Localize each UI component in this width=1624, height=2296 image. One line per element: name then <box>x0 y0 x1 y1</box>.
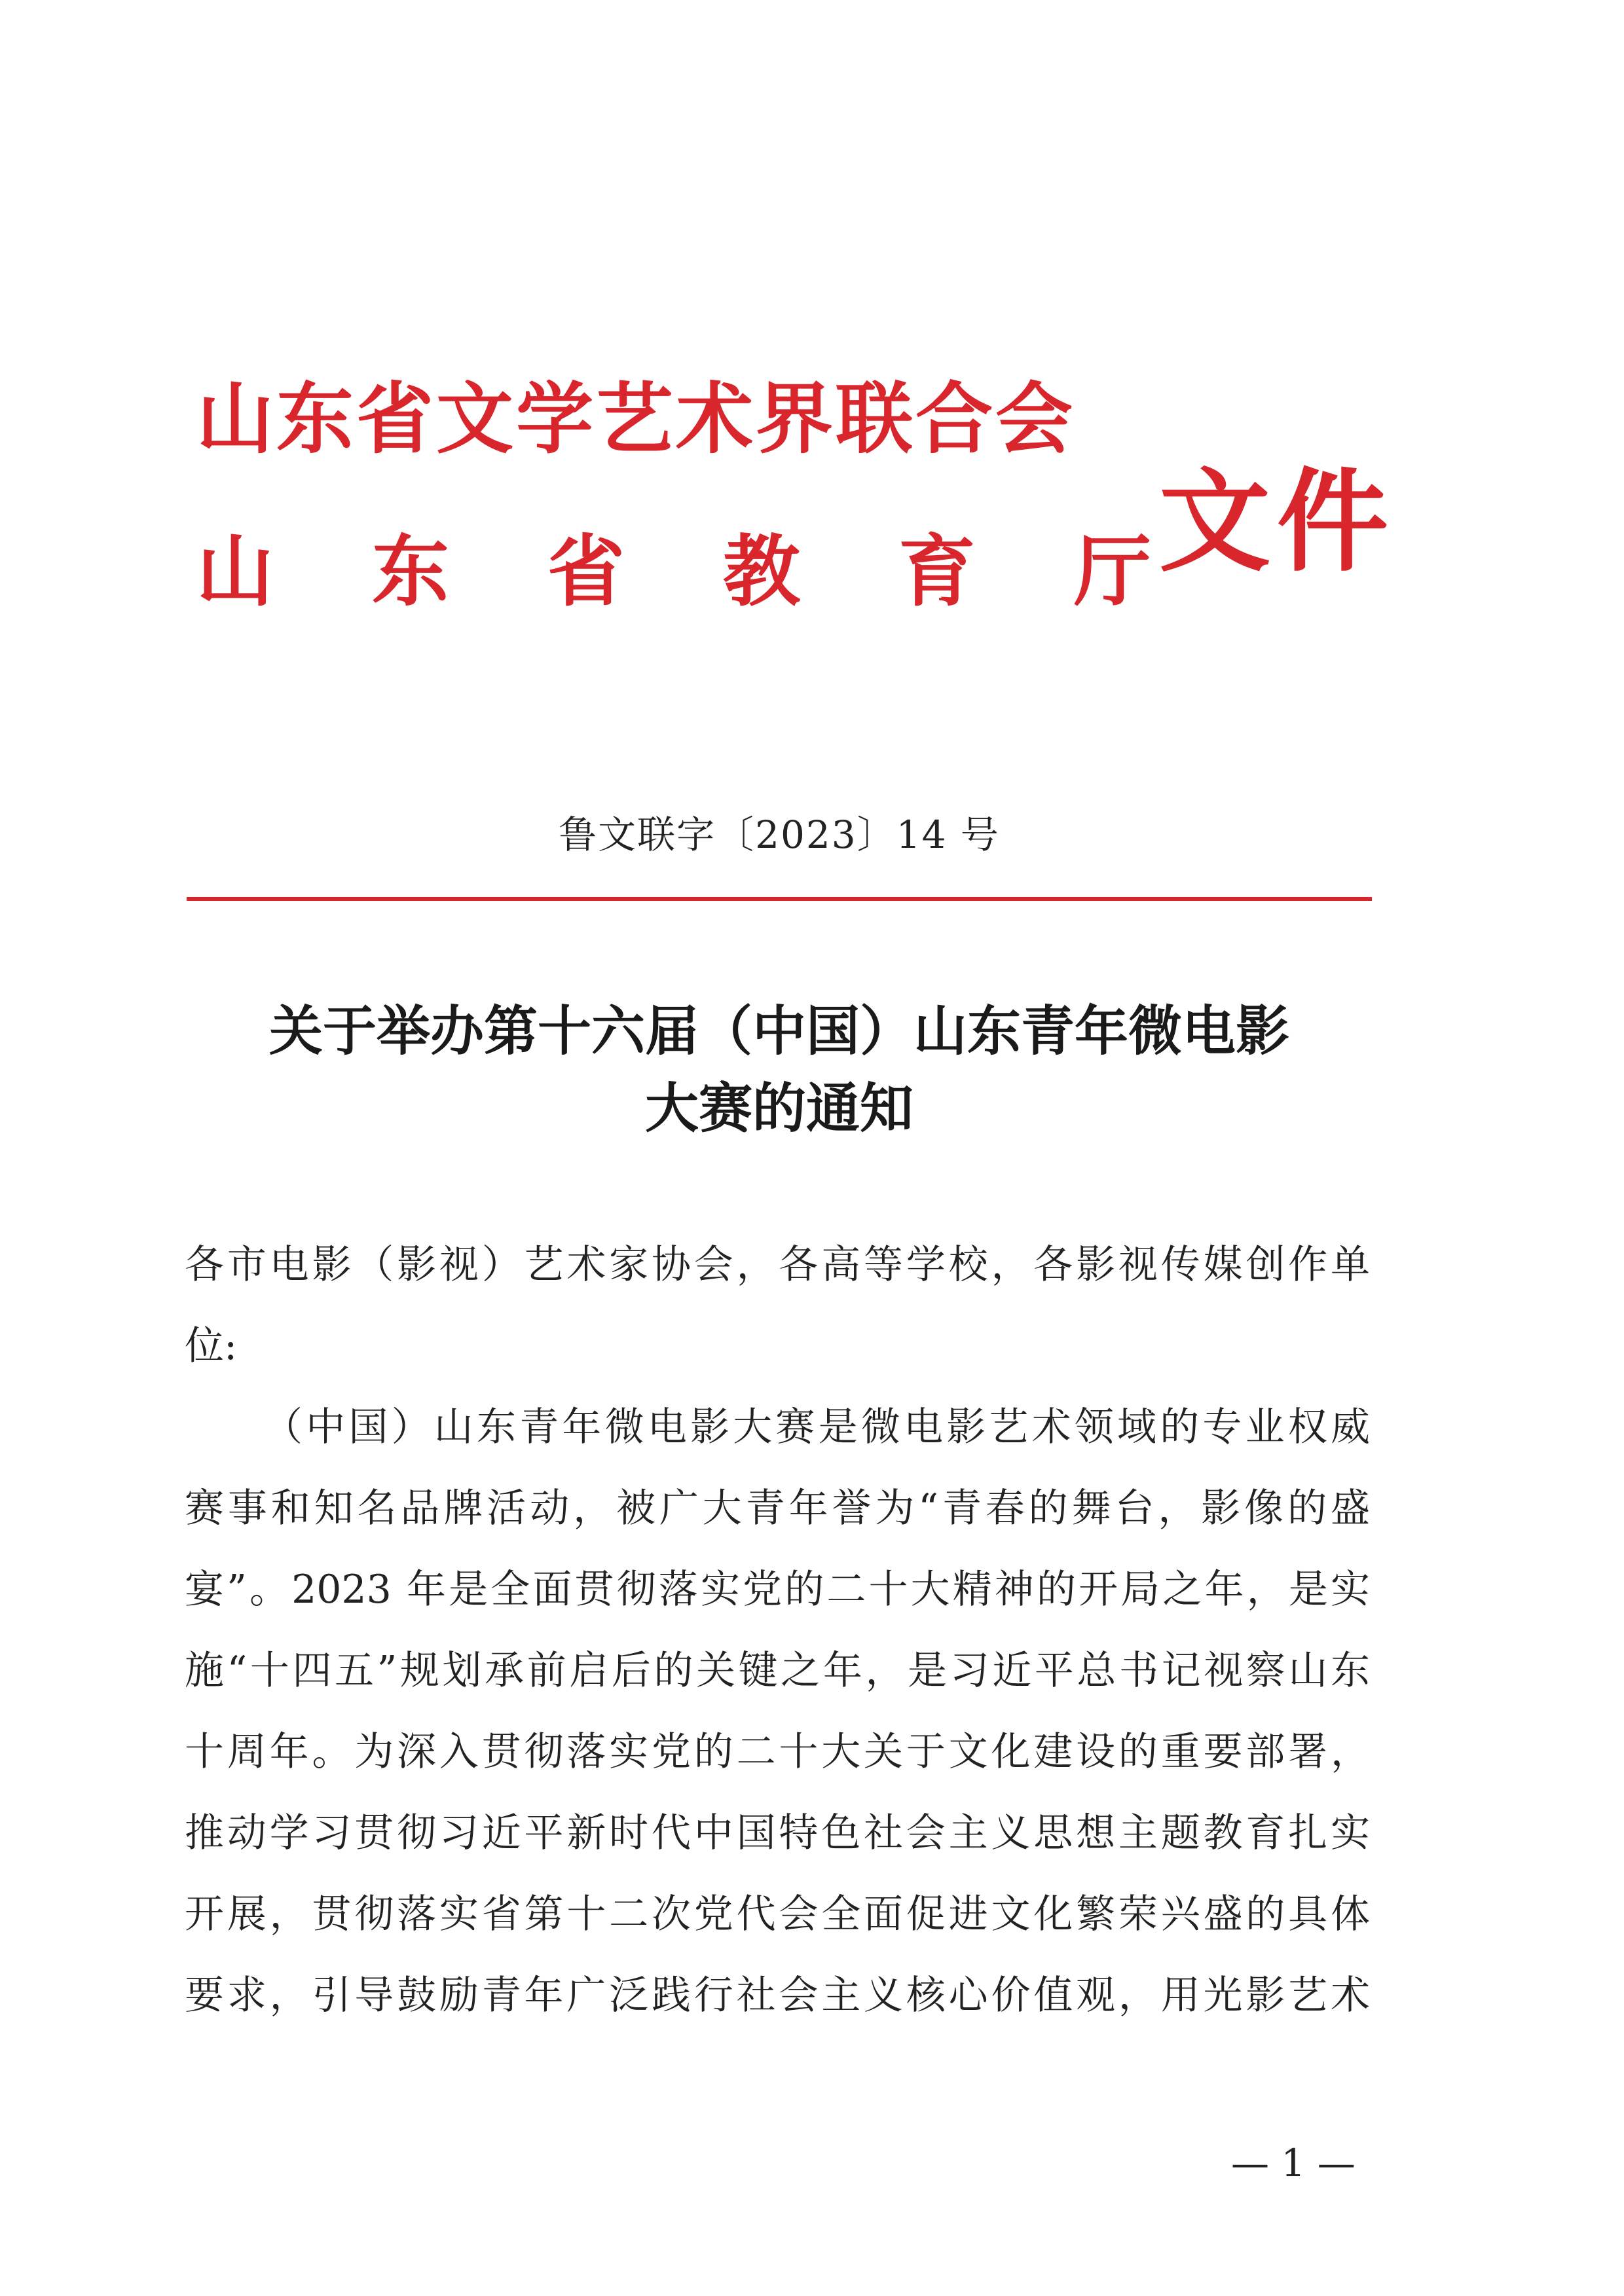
body-line: 宴”。2023 年是全面贯彻落实党的二十大精神的开局之年，是实 <box>185 1567 1370 1613</box>
body-line: 要求，引导鼓励青年广泛践行社会主义核心价值观，用光影艺术 <box>185 1973 1370 2018</box>
body-line: 十周年。为深入贯彻落实党的二十大关于文化建设的重要部署， <box>185 1729 1370 1775</box>
document-type-label: 文件 <box>1159 456 1395 587</box>
document-number: 鲁文联字〔2023〕14 号 <box>559 812 1000 857</box>
body-line: 推动学习贯彻习近平新时代中国特色社会主义思想主题教育扎实 <box>185 1810 1370 1856</box>
body-line: 开展，贯彻落实省第十二次党代会全面促进文化繁荣兴盛的具体 <box>185 1891 1370 1937</box>
notice-title-line-2: 大赛的通知 <box>644 1077 913 1140</box>
body-line: 位: <box>185 1323 238 1369</box>
body-line: 各市电影（影视）艺术家协会，各高等学校，各影视传媒创作单 <box>185 1242 1370 1288</box>
issuing-org-2: 山东省教育厅 <box>196 526 1250 617</box>
body-text <box>185 1224 1370 2036</box>
page-number: — 1 — <box>1231 2141 1356 2185</box>
notice-title-line-1: 关于举办第十六届（中国）山东青年微电影 <box>268 1000 1289 1063</box>
body-line: 施“十四五”规划承前启后的关键之年，是习近平总书记视察山东 <box>185 1648 1370 1694</box>
body-line: （中国）山东青年微电影大赛是微电影艺术领域的专业权威 <box>263 1404 1370 1450</box>
issuing-org-1: 山东省文学艺术界联合会 <box>196 373 1076 464</box>
red-divider <box>187 897 1372 901</box>
body-line: 赛事和知名品牌活动，被广大青年誉为“青春的舞台，影像的盛 <box>185 1485 1370 1531</box>
